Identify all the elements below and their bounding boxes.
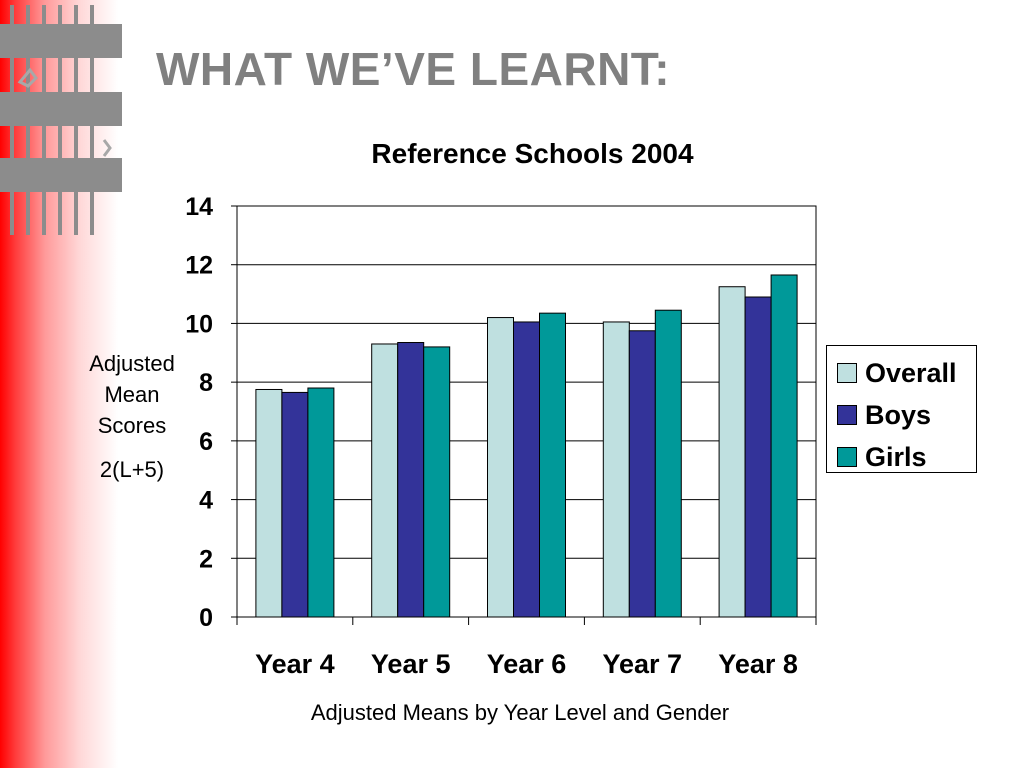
y-tick-label: 6 xyxy=(199,427,213,456)
x-tick-label: Year 5 xyxy=(370,649,451,679)
y-tick-label: 8 xyxy=(199,369,213,398)
legend-label-boys: Boys xyxy=(865,399,932,430)
bar-overall-year-5 xyxy=(372,344,398,617)
bar-boys-year-7 xyxy=(629,331,655,617)
y-tick-label: 12 xyxy=(185,251,213,280)
legend-label-girls: Girls xyxy=(865,441,927,472)
x-tick-labels xyxy=(255,649,798,679)
bar-boys-year-5 xyxy=(398,343,424,617)
legend-swatch-overall xyxy=(837,363,857,383)
legend-swatch-girls xyxy=(837,447,857,467)
legend-item-girls xyxy=(827,436,976,478)
y-tick-label: 2 xyxy=(199,545,213,574)
x-tick-label: Year 7 xyxy=(602,649,683,679)
y-tick-label: 4 xyxy=(199,486,213,515)
bars xyxy=(256,275,797,617)
y-axis-formula: 2(L+5) xyxy=(99,457,165,482)
x-tick-label: Year 8 xyxy=(718,649,798,679)
legend-item-overall xyxy=(827,352,976,394)
y-tick-label: 14 xyxy=(185,193,213,221)
chart-title: Reference Schools 2004 xyxy=(371,138,694,169)
bar-boys-year-4 xyxy=(282,392,308,617)
chart-caption: Adjusted Means by Year Level and Gender xyxy=(310,700,730,725)
bar-girls-year-4 xyxy=(308,388,334,617)
slide-title: WHAT WE’VE LEARNT: xyxy=(156,43,671,95)
legend-label-overall: Overall xyxy=(865,357,957,388)
bar-overall-year-4 xyxy=(256,389,282,617)
bar-boys-year-8 xyxy=(745,297,771,617)
legend-swatch-boys xyxy=(837,405,857,425)
bar-overall-year-6 xyxy=(488,318,514,617)
chart-legend xyxy=(826,345,977,473)
y-axis-label: Adjusted Mean Scores xyxy=(89,351,175,438)
bar-girls-year-6 xyxy=(540,313,566,617)
y-tick-label: 10 xyxy=(185,310,213,339)
bar-girls-year-7 xyxy=(655,310,681,617)
legend-item-boys xyxy=(827,394,976,436)
x-tick-label: Year 4 xyxy=(255,649,335,679)
x-tick-label: Year 6 xyxy=(486,649,567,679)
bar-girls-year-8 xyxy=(771,275,797,617)
bar-boys-year-6 xyxy=(514,322,540,617)
bar-girls-year-5 xyxy=(424,347,450,617)
y-tick-label: 0 xyxy=(199,604,213,632)
bar-overall-year-8 xyxy=(719,287,745,617)
y-tick-labels xyxy=(185,193,213,632)
bar-overall-year-7 xyxy=(603,322,629,617)
